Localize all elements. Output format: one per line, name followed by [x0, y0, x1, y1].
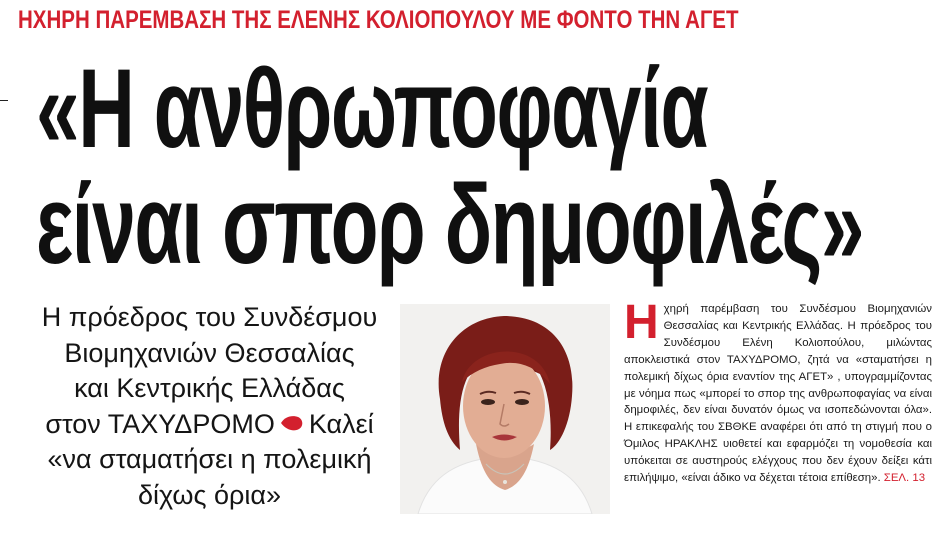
lede-line-6: δίχως όρια» [137, 479, 282, 510]
article-body [624, 296, 932, 487]
lede-line-5: «να σταματήσει η πολεμική [47, 444, 372, 474]
portrait-illustration [400, 304, 610, 514]
lede-line-1: Η πρόεδρος του Συνδέσμου [41, 302, 378, 332]
article-text: χηρή παρέμβαση του Συνδέσμου Βιομηχανιών Θεσσαλίας και Κεντρικής Ελλάδας. Η πρόεδρος του Συνδέσμου Ελένη Κολιοπούλου, μιλώντας αποκλειστικά στον ΤΑΧΥΔΡΟΜΟ, ζητά να «σταματήσει η πολεμική δίχως όρια εναντίον της ΑΓΕΤ» , υπογραμμίζοντας με νόημα πως «μπορεί το σπορ της ανθρωποφαγίας να είναι δημοφιλές, δεν είναι δυνατόν όμως να ισοπεδώνονται όλα». Η επικεφαλής του ΣΒΘΚΕ αναφέρει ότι από τη στιγμή που ο Όμιλος ΗΡΑΚΛΗΣ υιοθετεί και εφαρμόζει τη νομοθεσία και υπόκειται σε αυστηρούς ελέγχους που δεν έχουν δείξει κάτι επιλήψιμο, «είναι άδικο να δέχεται τέτοια επίθεση». [624, 303, 932, 485]
page-reference: ΣΕΛ. 13 [883, 472, 926, 485]
lede-line-3: και Κεντρικής Ελλάδας [74, 373, 345, 403]
portrait-photo [400, 304, 610, 514]
lede-line-4a: στον ΤΑΧΥΔΡΟΜΟ [45, 408, 275, 439]
lede-line-2: Βιομηχανιών Θεσσαλίας [64, 337, 355, 368]
article-dropcap: Η [624, 296, 659, 349]
kicker-headline: ΗΧΗΡΗ ΠΑΡΕΜΒΑΣΗ ΤΗΣ ΕΛΕΝΗΣ ΚΟΛΙΟΠΟΥΛΟΥ ΜΕ ΦΟΝΤΟ ΤΗΝ ΑΓΕΤ [18, 6, 739, 34]
page-edge-mark [0, 100, 8, 101]
lede-summary [22, 300, 397, 513]
lede-line-4b: Καλεί [308, 408, 374, 439]
main-headline-line-1: «Η ανθρωποφαγία [36, 46, 708, 171]
main-headline-line-2: είναι σπορ δημοφιλές» [36, 162, 864, 287]
red-teardrop-bullet-icon [279, 414, 305, 432]
